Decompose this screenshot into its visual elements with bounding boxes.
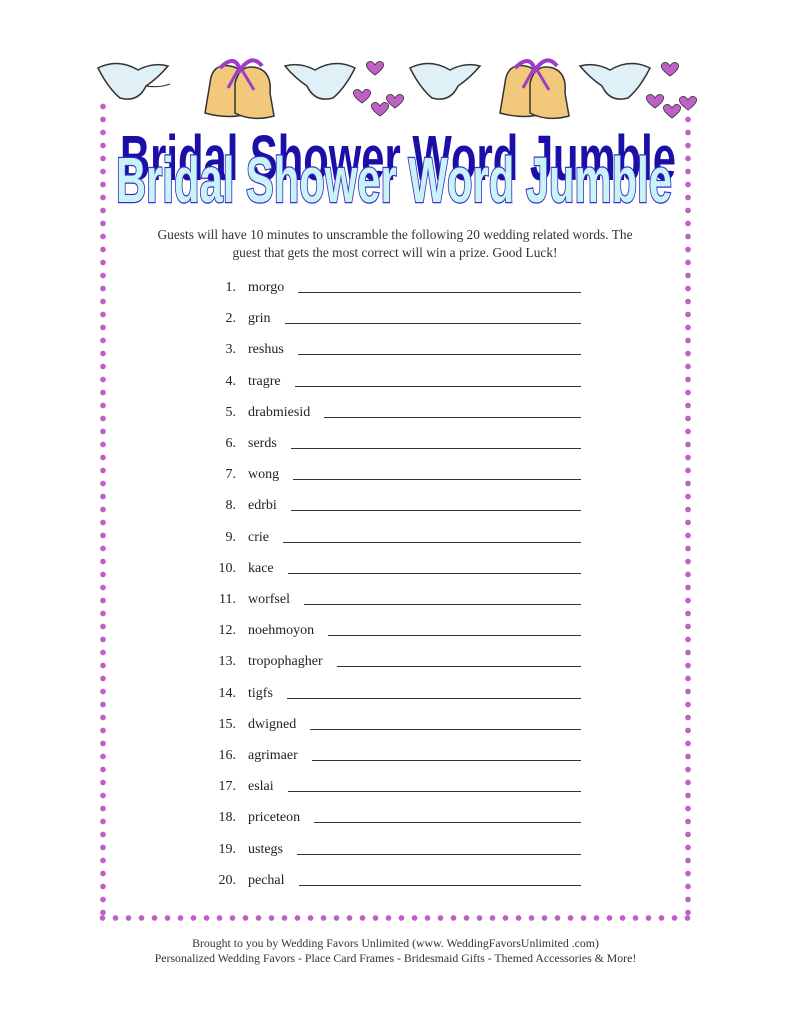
scrambled-word: tropophagher xyxy=(248,654,323,670)
word-number: 15. xyxy=(218,716,236,732)
page-title-art xyxy=(110,130,680,220)
word-number: 9. xyxy=(225,529,236,545)
heart-border-right xyxy=(681,100,695,918)
answer-line[interactable] xyxy=(288,790,581,792)
dove-icon xyxy=(285,63,355,99)
word-number: 19. xyxy=(218,841,236,857)
word-row xyxy=(196,338,581,358)
answer-line[interactable] xyxy=(312,759,581,761)
scrambled-word: crie xyxy=(248,529,269,545)
answer-line[interactable] xyxy=(310,728,581,730)
page-title: Bridal Shower Word Jumble xyxy=(116,144,672,216)
answer-line[interactable] xyxy=(298,291,581,293)
word-row xyxy=(196,713,581,733)
heart-border-bottom xyxy=(96,911,695,925)
answer-line[interactable] xyxy=(288,572,581,574)
word-row xyxy=(196,494,581,514)
word-number: 17. xyxy=(218,779,236,795)
footer-credit: Brought to you by Wedding Favors Unlimited (www. WeddingFavorsUnlimited .com) xyxy=(192,936,599,950)
word-number: 14. xyxy=(218,685,236,701)
answer-line[interactable] xyxy=(295,385,581,387)
word-row xyxy=(196,526,581,546)
answer-line[interactable] xyxy=(299,884,581,886)
answer-line[interactable] xyxy=(304,603,581,605)
scrambled-word: worfsel xyxy=(248,592,290,607)
word-row xyxy=(196,744,581,764)
word-row xyxy=(196,307,581,327)
scrambled-word: tigfs xyxy=(248,685,273,701)
word-number: 5. xyxy=(225,404,236,420)
scrambled-word: drabmiesid xyxy=(248,404,311,420)
word-row xyxy=(196,806,581,826)
word-number: 8. xyxy=(225,498,236,514)
word-number: 12. xyxy=(218,623,236,639)
scrambled-word: priceteon xyxy=(248,810,301,826)
scrambled-word: morgo xyxy=(248,280,285,295)
answer-line[interactable] xyxy=(291,447,581,449)
answer-line[interactable] xyxy=(283,541,581,543)
scrambled-word: dwigned xyxy=(248,716,297,732)
word-row xyxy=(196,370,581,390)
word-row xyxy=(196,838,581,858)
answer-line[interactable] xyxy=(285,322,581,324)
word-number: 18. xyxy=(218,810,236,826)
header-decoration xyxy=(90,48,700,138)
word-row xyxy=(196,650,581,670)
word-number: 10. xyxy=(218,560,236,576)
answer-line[interactable] xyxy=(293,478,581,480)
word-number: 7. xyxy=(225,467,236,483)
footer xyxy=(0,936,791,966)
word-number: 2. xyxy=(225,311,236,327)
word-row xyxy=(196,401,581,421)
word-row xyxy=(196,619,581,639)
word-number: 1. xyxy=(225,280,236,295)
word-number: 3. xyxy=(225,342,236,358)
heart-border-left xyxy=(96,100,110,918)
page-title-shadow: Bridal Shower Word Jumble xyxy=(120,130,676,194)
answer-line[interactable] xyxy=(297,853,581,855)
wedding-bells-icon xyxy=(500,60,569,118)
scrambled-word: agrimaer xyxy=(248,748,298,763)
dove-icon xyxy=(410,63,480,99)
word-row xyxy=(196,588,581,608)
answer-line[interactable] xyxy=(328,634,581,636)
word-number: 11. xyxy=(219,592,236,607)
word-row xyxy=(196,682,581,702)
answer-line[interactable] xyxy=(324,416,581,418)
title-banner xyxy=(0,130,791,220)
scrambled-word: ustegs xyxy=(248,841,283,857)
scrambled-word: tragre xyxy=(248,373,281,389)
answer-line[interactable] xyxy=(287,697,581,699)
word-number: 13. xyxy=(218,654,236,670)
word-row xyxy=(196,869,581,889)
word-row xyxy=(196,775,581,795)
scrambled-word: grin xyxy=(248,311,271,327)
instructions xyxy=(120,226,670,262)
instructions-line-1: Guests will have 10 minutes to unscramble the following 20 wedding related words. The xyxy=(157,227,633,242)
word-row xyxy=(196,463,581,483)
word-number: 16. xyxy=(218,748,236,763)
instructions-line-2: guest that gets the most correct will win a prize. Good Luck! xyxy=(232,245,558,260)
answer-line[interactable] xyxy=(298,353,581,355)
word-row xyxy=(196,557,581,577)
wedding-bells-icon xyxy=(205,60,274,118)
scrambled-word: pechal xyxy=(248,872,285,888)
dove-icon xyxy=(580,63,650,99)
scrambled-word: noehmoyon xyxy=(248,623,315,639)
footer-tagline: Personalized Wedding Favors - Place Card Frames - Bridesmaid Gifts - Themed Accessories & More! xyxy=(154,951,637,965)
scrambled-word: edrbi xyxy=(248,498,277,514)
word-number: 6. xyxy=(225,436,236,451)
word-number: 4. xyxy=(225,373,236,389)
word-row xyxy=(196,432,581,452)
dove-icon xyxy=(98,63,170,99)
scrambled-word: serds xyxy=(248,436,277,451)
answer-line[interactable] xyxy=(314,821,581,823)
word-row xyxy=(196,276,581,296)
answer-line[interactable] xyxy=(337,665,581,667)
scrambled-word: wong xyxy=(248,467,280,483)
scrambled-word: eslai xyxy=(248,779,274,795)
word-number: 20. xyxy=(218,872,236,888)
answer-line[interactable] xyxy=(291,509,581,511)
scrambled-word: kace xyxy=(248,560,274,576)
scrambled-word: reshus xyxy=(248,342,284,358)
